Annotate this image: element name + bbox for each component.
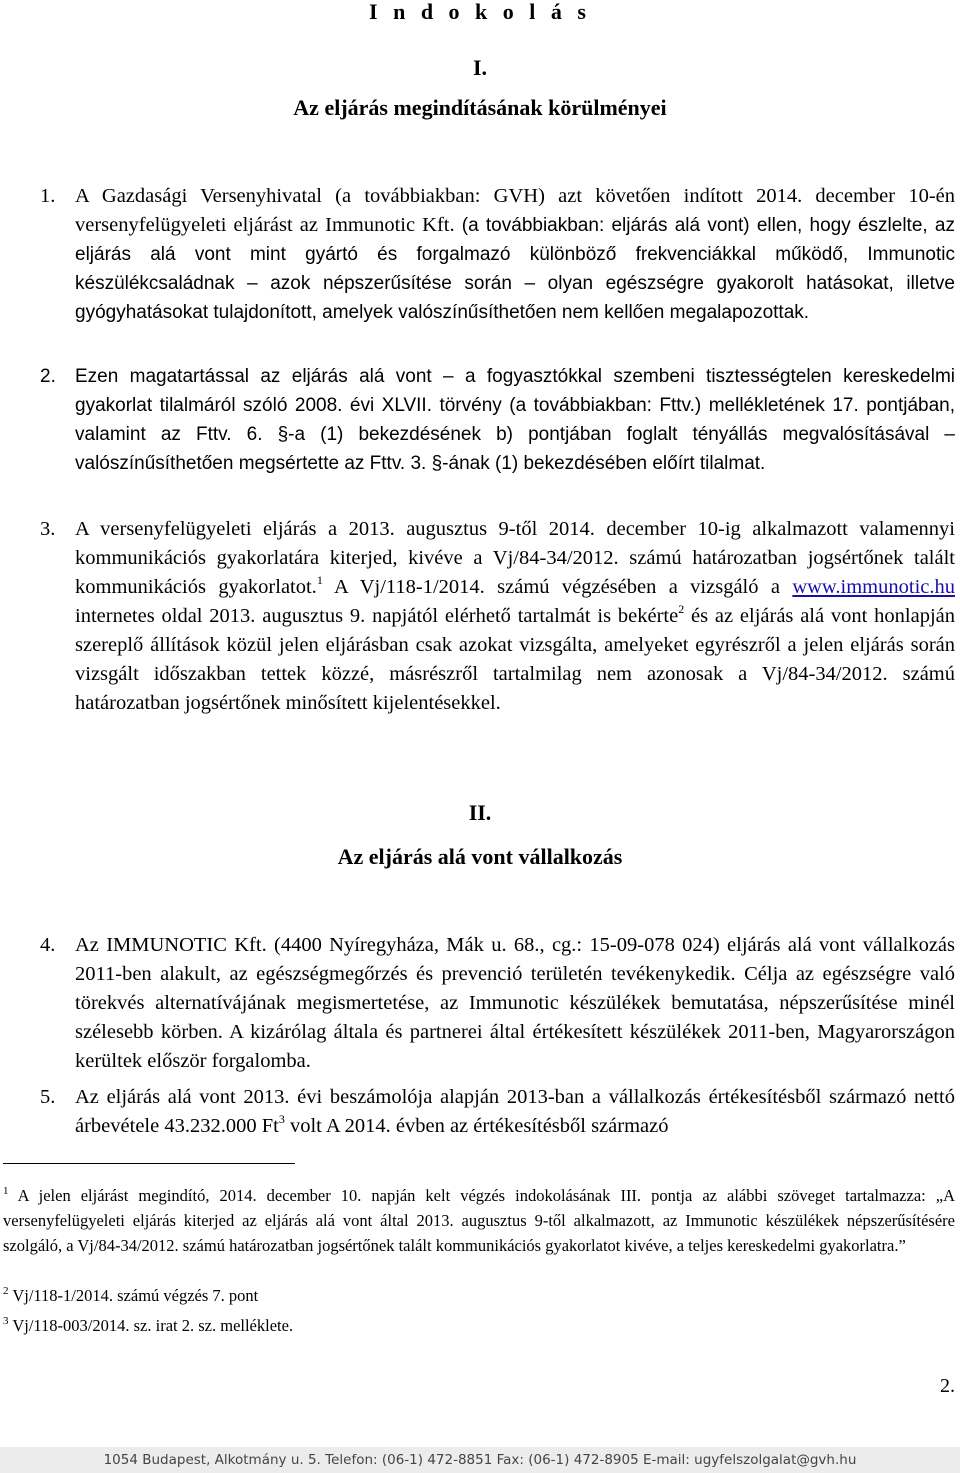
- section-2-number: II.: [468, 800, 492, 825]
- footnote-1: [3, 1183, 955, 1258]
- paragraph-number: 3.: [40, 518, 56, 540]
- paragraph-text: Az IMMUNOTIC Kft. (4400 Nyíregyháza, Mák u. 68., cg.: 15-09-078 024) eljárás alá vont vállalkozás 2011-ben alakult, az egészségmegőrzés és prevenció területén tevékenykedik. Célja az egészségre való törekvés alternatívájának megismertetése, az Immunotic készülékek bemutatása, népszerűsítése minél szélesebb körben. A kizárólag általa és partnerei által értékesített készülékek 2011-ben, Magyarországon kerültek először forgalomba.: [75, 934, 955, 1072]
- footnote-ref-2[interactable]: 2: [678, 602, 685, 616]
- paragraph-1: [40, 182, 955, 327]
- page-number: 2.: [940, 1375, 955, 1397]
- paragraph-text: A Gazdasági Versenyhivatal (a továbbiakban: GVH) azt követően indított 2014. december 10-én versenyfelügyeleti eljárást az Immunotic Kft.: [75, 185, 955, 236]
- paragraph-3: [40, 515, 955, 718]
- footnote-2: [3, 1283, 955, 1308]
- paragraph-text: A versenyfelügyeleti eljárás a 2013. augusztus 9-től 2014. december 10-ig alkalmazott valamennyi kommunikációs gyakorlatára kiterjed, kivéve a Vj/84-34/2012. számú határozatban jogsértőnek talált kommunikációs gyakorlatot.: [75, 518, 955, 598]
- footnote-text: Vj/118-1/2014. számú végzés 7. pont: [8, 1286, 259, 1305]
- paragraph-2: [40, 362, 955, 478]
- footnote-3: [3, 1313, 955, 1338]
- footnote-number: 3: [3, 1315, 9, 1327]
- paragraph-number: 2.: [40, 366, 56, 387]
- section-1-heading: Az eljárás megindításának körülményei: [293, 95, 667, 120]
- footnote-divider: [3, 1163, 295, 1164]
- paragraph-number: 1.: [40, 185, 56, 207]
- footnote-ref-3[interactable]: 3: [278, 1112, 285, 1126]
- paragraph-number: 5.: [40, 1086, 56, 1108]
- paragraph-text-sans: (a továbbiakban: eljárás alá vont) ellen, hogy észlelte, az eljárás alá vont mint gyártó és forgalmazó különböző frekvenciákkal működő, Immunotic készülékcsaládnak – azok népszerűsítése során – olyan egészségre gyakorolt hatásokat, illetve gyógyhatásokat tulajdonított, amelyek valószínűsíthetően nem kellően megalapozottak.: [75, 215, 955, 323]
- footnote-number: 1: [3, 1185, 9, 1197]
- section-1-number: I.: [472, 55, 488, 80]
- paragraph-4: [40, 931, 955, 1076]
- footnote-number: 2: [3, 1285, 9, 1297]
- paragraph-5: [40, 1083, 955, 1141]
- website-link[interactable]: www.immunotic.hu: [792, 576, 955, 598]
- paragraph-text: és az eljárás alá vont honlapján szereplő állítások közül jelen eljárásban csak azokat vizsgálta, amelyeket egyrészről a jelen eljárás során vizsgált időszakban tettek közzé, másrészről tartalmilag nem azonosak a Vj/84-34/2012. számú határozatban jogsértőnek minősített kijelentésekkel.: [75, 605, 955, 714]
- paragraph-text: A Vj/118-1/2014. számú végzésében a vizsgáló a: [322, 576, 793, 598]
- section-2-heading: Az eljárás alá vont vállalkozás: [337, 844, 623, 869]
- footnote-text: Vj/118-003/2014. sz. irat 2. sz. melléklete.: [8, 1316, 294, 1335]
- footnote-ref-1[interactable]: 1: [316, 573, 323, 587]
- paragraph-text: volt A 2014. évben az értékesítésből származó: [284, 1115, 669, 1137]
- paragraph-text: Ezen magatartással az eljárás alá vont – a fogyasztókkal szembeni tisztességtelen kereskedelmi gyakorlat tilalmáról szóló 2008. évi XLVII. törvény (a továbbiakban: Fttv.) mellékletének 17. pontjában, valamint az Fttv. 6. §-a (1) bekezdésének b) pontjában foglalt tényállás megvalósításával – valószínűsíthetően megsértette az Fttv. 3. §-ának (1) bekezdésében előírt tilalmat.: [75, 366, 955, 474]
- paragraph-text: Az eljárás alá vont 2013. évi beszámolója alapján 2013-ban a vállalkozás értékesítésből származó nettó árbevétele 43.232.000 Ft: [75, 1086, 955, 1137]
- footnote-text: A jelen eljárást megindító, 2014. december 10. napján kelt végzés indokolásának III. pontja az alábbi szöveget tartalmazza: „A versenyfelügyeleti eljárás kiterjed az eljárás alá vont által 2013. augusztus 9-től alkalmazott, az Immunotic készülékek népszerűsítésére szolgáló, a Vj/84-34/2012. számú határozatban jogsértőnek talált kommunikációs gyakorlatot kivéve, a teljes kereskedelmi gyakorlatra.”: [3, 1186, 955, 1255]
- paragraph-text: internetes oldal 2013. augusztus 9. napjától elérhető tartalmát is bekérte: [75, 605, 679, 627]
- paragraph-number: 4.: [40, 934, 56, 956]
- page-title: I n d o k o l á s: [369, 0, 591, 24]
- footer-address-bar: 1054 Budapest, Alkotmány u. 5. Telefon: (06-1) 472-8851 Fax: (06-1) 472-8905 E-mail: ugyfelszolgalat@gvh.hu: [0, 1447, 960, 1473]
